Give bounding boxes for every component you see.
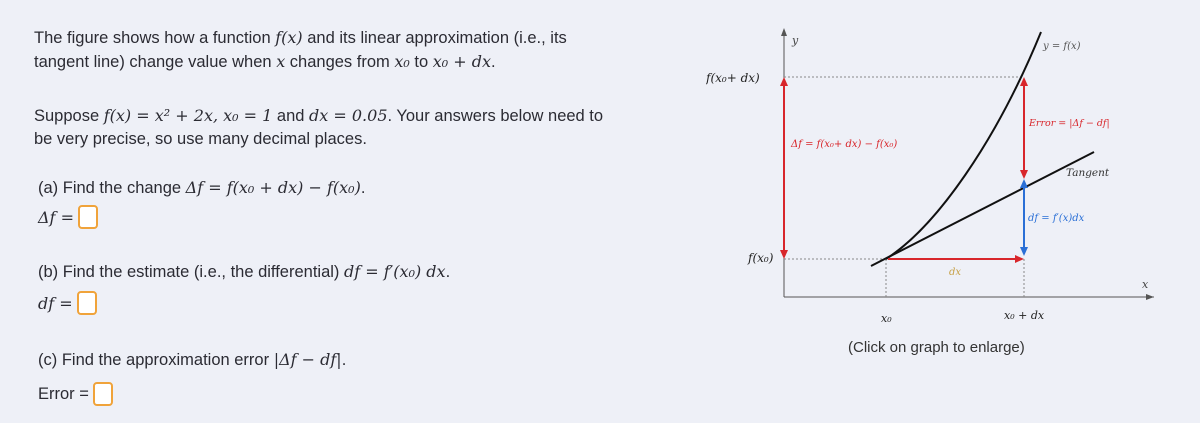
math-x0: x₀ — [394, 52, 410, 71]
y-axis-label: y — [792, 34, 799, 47]
answer-a-row — [38, 205, 98, 229]
df-label: df = f′(x)dx — [1028, 213, 1085, 224]
answer-a-input[interactable] — [78, 205, 98, 229]
intro-text: The figure shows how a function — [34, 29, 276, 47]
x-axis-label: x — [1142, 278, 1149, 291]
answer-c-row — [38, 382, 113, 406]
question-a-text: (a) Find the change — [38, 179, 186, 197]
answer-b-input[interactable] — [77, 291, 97, 315]
problem-statement — [34, 26, 684, 151]
curve-label: y = f(x) — [1043, 41, 1081, 52]
math-fx: f(x) — [275, 28, 303, 47]
answer-c-label: Error = — [38, 384, 89, 403]
question-c-text: (c) Find the approximation error — [38, 351, 274, 369]
x0dx-label: x₀ + dx — [1004, 309, 1045, 322]
label-fx0: f(x₀) — [748, 251, 774, 265]
answer-c-input[interactable] — [93, 382, 113, 406]
intro-text: to — [409, 53, 433, 71]
intro-paragraph — [34, 26, 684, 74]
intro-text: changes from — [285, 53, 395, 71]
answer-b-label: df = — [38, 293, 73, 313]
x0-label: x₀ — [881, 312, 892, 325]
tangent-label: Tangent — [1066, 167, 1110, 179]
question-a — [38, 178, 365, 198]
question-a-math: Δf = f(x₀ + dx) − f(x₀) — [185, 178, 361, 197]
delta-f-label: Δf = f(x₀+ dx) − f(x₀) — [791, 139, 898, 150]
intro-text: tangent line) change value when — [34, 53, 277, 71]
linear-approx-graph[interactable] — [706, 22, 1156, 326]
intro-text: and its linear approximation (i.e., its — [302, 29, 567, 47]
question-c — [38, 350, 346, 370]
math-given-dx: dx = 0.05 — [309, 106, 388, 125]
answer-b-row — [38, 291, 97, 315]
given-text: Suppose — [34, 107, 104, 125]
math-x: x — [276, 52, 286, 71]
answer-a-label: Δf = — [38, 207, 74, 227]
question-c-end: . — [341, 351, 347, 369]
question-b-end: . — [445, 263, 451, 281]
enlarge-caption[interactable]: (Click on graph to enlarge) — [848, 339, 1025, 356]
question-a-end: . — [360, 179, 366, 197]
question-b-math: df = f′(x₀) dx — [344, 262, 446, 281]
label-fx0dx: f(x₀+ dx) — [706, 71, 760, 85]
question-c-math: |Δf − df| — [273, 350, 342, 369]
question-b — [38, 262, 450, 282]
math-given-expr: f(x) = x² + 2x, x₀ = 1 — [103, 106, 273, 125]
dx-label: dx — [949, 267, 962, 278]
error-label: Error = |Δf − df| — [1029, 118, 1110, 129]
given-text: be very precise, so use many decimal places. — [34, 130, 367, 148]
given-text: and — [272, 107, 310, 125]
question-b-text: (b) Find the estimate (i.e., the differential) — [38, 263, 344, 281]
intro-text: . — [491, 53, 496, 71]
given-text: . Your answers below need to — [387, 107, 604, 125]
given-paragraph — [34, 104, 684, 151]
math-x0dx: x₀ + dx — [432, 52, 492, 71]
